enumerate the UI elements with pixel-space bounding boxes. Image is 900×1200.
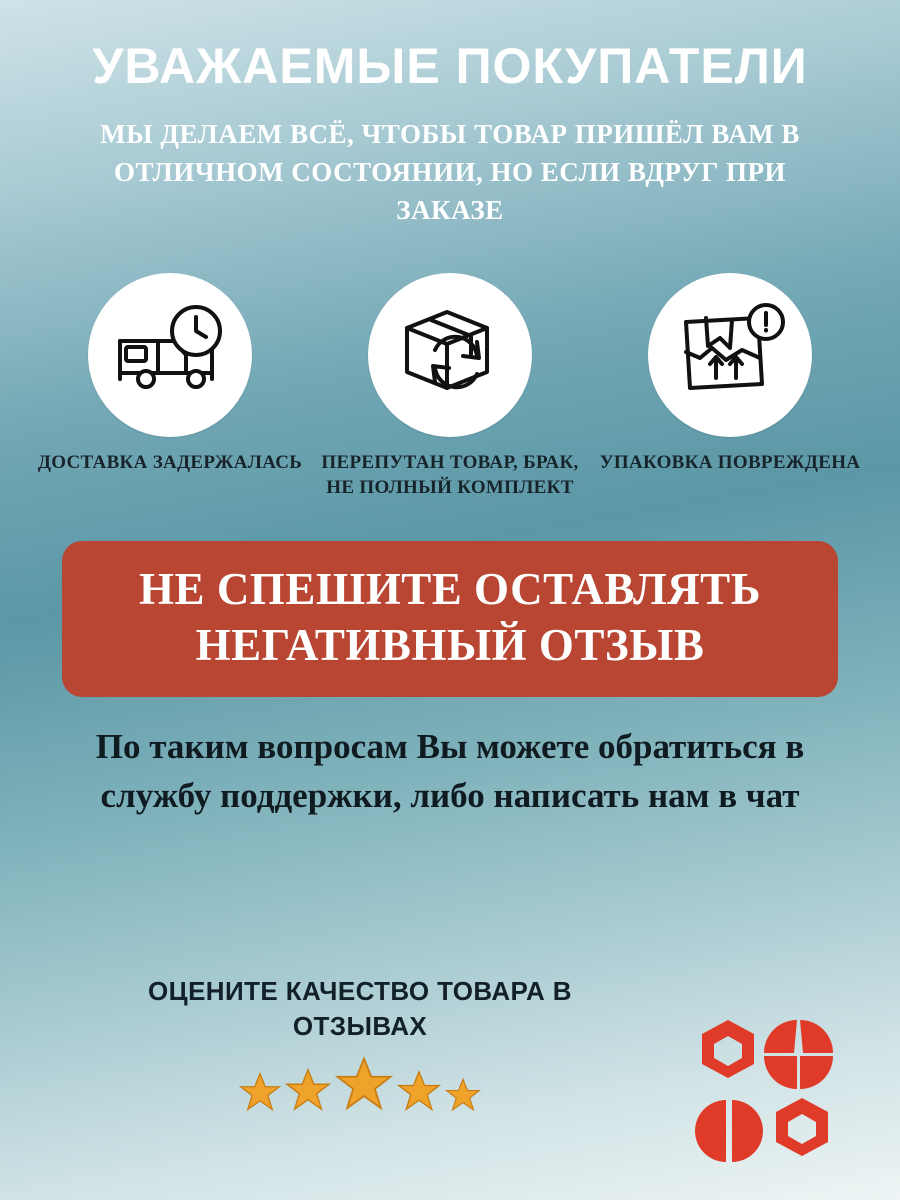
issue-item-wrong-item [315, 273, 585, 500]
hex-circle-logo [692, 1014, 838, 1164]
truck-clock-icon [112, 301, 228, 410]
star-icon [239, 1071, 281, 1118]
issue-caption: ПЕРЕПУТАН ТОВАР, БРАК, НЕ ПОЛНЫЙ КОМПЛЕКТ [321, 452, 579, 499]
box-return-icon [391, 298, 509, 413]
icon-circle [368, 273, 532, 437]
issue-icon-row [35, 273, 865, 500]
issue-item-damaged-package [595, 273, 865, 476]
star-icon [285, 1067, 331, 1118]
icon-circle [88, 273, 252, 437]
icon-circle [648, 273, 812, 437]
rate-block [90, 974, 630, 1118]
poster-footer [0, 974, 900, 1174]
page-title: УВАЖАЕМЫЕ ПОКУПАТЕЛИ [92, 38, 808, 94]
warning-banner-text: НЕ СПЕШИТЕ ОСТАВЛЯТЬ НЕГАТИВНЫЙ ОТЗЫВ [139, 563, 761, 671]
subtitle-text: МЫ ДЕЛАЕМ ВСЁ, ЧТОБЫ ТОВАР ПРИШЁЛ ВАМ В ОТЛИЧНОМ СОСТОЯНИИ, НО ЕСЛИ ВДРУГ ПРИ ЗАКАЗЕ [100, 118, 800, 226]
star-icon [445, 1077, 481, 1118]
support-text: По таким вопросам Вы можете обратиться в службу поддержки, либо написать нам в чат [95, 727, 805, 815]
star-icon [335, 1055, 393, 1118]
issue-item-delivery-delay [35, 273, 305, 476]
rate-text: ОЦЕНИТЕ КАЧЕСТВО ТОВАРА В ОТЗЫВАХ [148, 976, 572, 1042]
warning-banner [62, 541, 838, 698]
issue-caption: ДОСТАВКА ЗАДЕРЖАЛАСЬ [37, 452, 303, 474]
damaged-package-icon [672, 300, 788, 411]
star-icon [397, 1069, 441, 1118]
star-rating [90, 1058, 630, 1118]
issue-caption: УПАКОВКА ПОВРЕЖДЕНА [599, 452, 861, 474]
